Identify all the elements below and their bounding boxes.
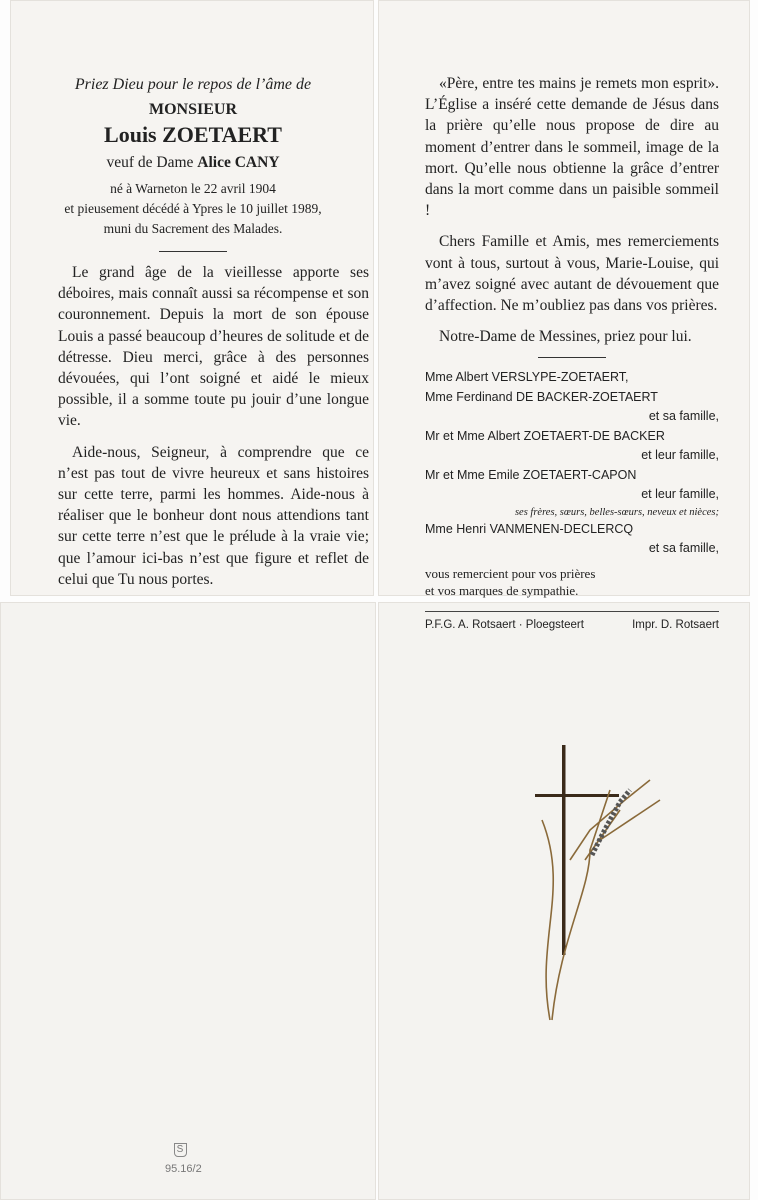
logo-icon: S <box>174 1143 187 1157</box>
widow-line <box>30 152 356 173</box>
card-back <box>0 602 376 1200</box>
funeral-home: P.F.G. A. Rotsaert · Ploegsteert <box>425 618 584 631</box>
divider <box>538 357 606 358</box>
family-line: ses frères, sœurs, belles-sœurs, neveux et nièces; <box>514 506 719 518</box>
sacrament-line: muni du Sacrement des Malades. <box>103 221 283 236</box>
family-line: Mme Henri VANMENEN-DECLERCQ <box>425 521 634 536</box>
thanks-line: et vos marques de sympathie. <box>425 582 579 598</box>
family-line: et sa famille, <box>648 409 719 424</box>
paragraph: Notre-Dame de Messines, priez pour lui. <box>439 328 692 346</box>
birth-line: né à Warneton le 22 avril 1904 <box>110 181 276 196</box>
right-text <box>425 73 719 358</box>
widow-prefix: veuf de Dame <box>106 154 194 171</box>
memorial-header <box>30 74 356 252</box>
cross-horizontal <box>535 794 619 797</box>
family-line: Mme Albert VERSLYPE-ZOETAERT, <box>425 370 629 385</box>
cross-wheat-illustration <box>530 740 670 1030</box>
widow-name: Alice CANY <box>197 154 280 171</box>
family-line: Mr et Mme Emile ZOETAERT-CAPON <box>425 467 637 482</box>
title: MONSIEUR <box>148 101 237 118</box>
left-column <box>30 74 369 600</box>
footer <box>425 611 719 633</box>
death-line: et pieusement décédé à Ypres le 10 juillet 1989, <box>64 201 322 216</box>
wheat-icon <box>542 780 660 1020</box>
paragraph: Aide-nous, Seigneur, à comprendre que ce n’est pas tout de vivre heureux et sans histoires sur cette terre, parmi les hommes. Aide-nous à réaliser que le bonheur dont nous attendions tant sur cette terre n’est que le prélude à la vraie vie; que l’amour ici-bas n’est que figure et reflet de celui que Tu nous portes. <box>58 443 369 588</box>
family-line: Mme Ferdinand DE BACKER-ZOETAERT <box>425 389 658 404</box>
paragraph: Le grand âge de la vieillesse apporte ses déboires, mais connaît aussi sa récompense et son couronnement. Depuis la mort de son épouse Louis a passé beaucoup d’heures de solitude et de détresse. Dieu merci, grâce à des personnes dévouées, qui l’ont soigné et aidé le mieux possible, il a somme toute pu jouir d’une longue vie. <box>58 264 369 430</box>
prayer-line: Priez Dieu pour le repos de l’âme de <box>74 76 312 93</box>
printer-mark <box>165 1143 202 1175</box>
cross-vertical <box>562 745 566 955</box>
thanks-line: vous remercient pour vos prières <box>425 565 596 581</box>
right-column <box>425 73 719 633</box>
paragraph: Chers Famille et Amis, mes remerciements vont à tous, surtout à vous, Marie-Louise, qui m’avez soigné avec autant de dévouement que d’affection. Ne m’oubliez pas dans vos prières. <box>425 233 719 315</box>
family-line: et leur famille, <box>641 487 719 502</box>
family-list <box>425 368 719 599</box>
deceased-name: Louis ZOETAERT <box>104 122 282 147</box>
family-line: Mr et Mme Albert ZOETAERT-DE BACKER <box>425 428 665 443</box>
paragraph: «Père, entre tes mains je remets mon esprit». L’Église a inséré cette demande de Jésus dans la prière qu’elle nous propose de dire au moment d’entrer dans le sommeil, image de la mort. Qu’elle nous obtienne la grâce d’entrer dans la mort comme dans un paisible sommeil ! <box>425 75 719 220</box>
family-line: et sa famille, <box>648 541 719 556</box>
print-code: 95.16/2 <box>165 1163 202 1175</box>
printer: Impr. D. Rotsaert <box>632 618 719 631</box>
divider <box>159 251 227 252</box>
left-text <box>58 262 369 590</box>
family-line: et leur famille, <box>641 448 719 463</box>
